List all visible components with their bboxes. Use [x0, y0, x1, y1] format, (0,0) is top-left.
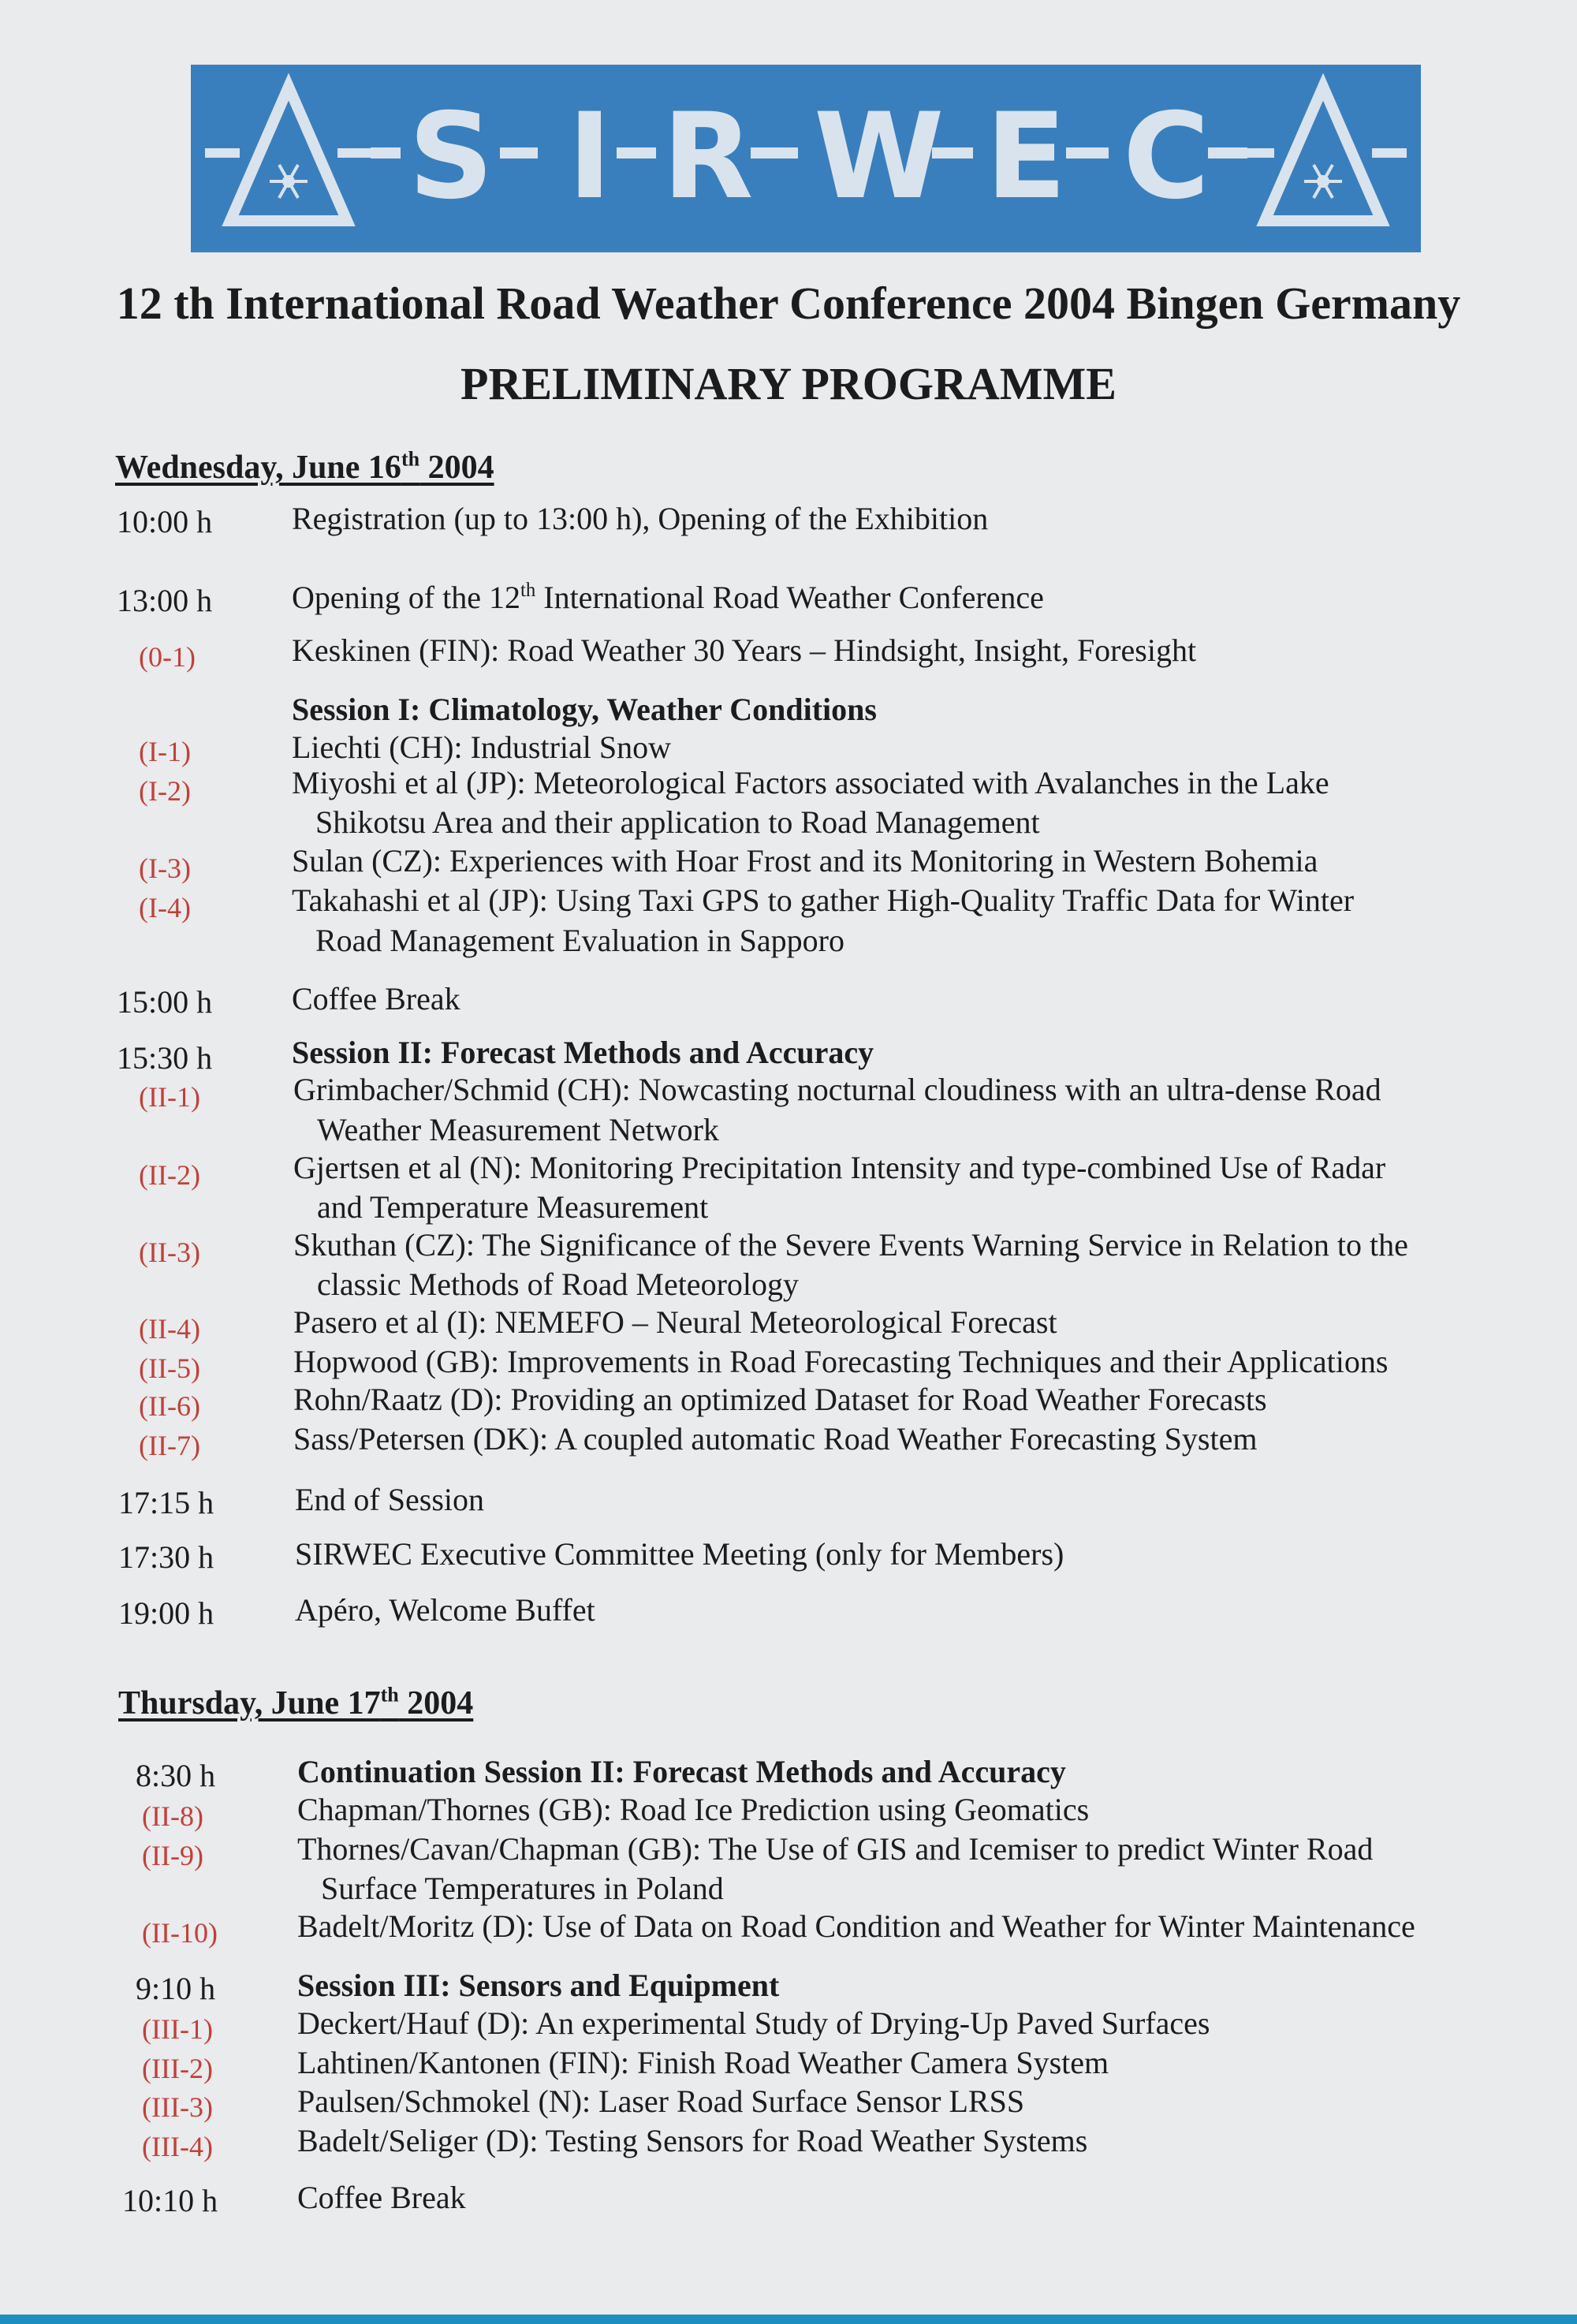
programme-title: PRELIMINARY PROGRAMME — [460, 358, 1117, 409]
time-label: 10:00 h — [117, 504, 213, 539]
snowflake-warning-triangle-icon — [1265, 87, 1381, 221]
talk-title: Gjertsen et al (N): Monitoring Precipitation Intensity and type-combined Use of Radar — [293, 1150, 1386, 1185]
programme-item: SIRWEC Executive Committee Meeting (only for Members) — [295, 1536, 1064, 1572]
talk-title: Lahtinen/Kantonen (FIN): Finish Road Weather Camera System — [297, 2045, 1109, 2080]
programme-item: End of Session — [295, 1482, 484, 1517]
talk-code: (II-1) — [139, 1081, 200, 1113]
talk-title: Badelt/Seliger (D): Testing Sensors for Road Weather Systems — [297, 2123, 1088, 2158]
session-title: Session III: Sensors and Equipment — [297, 1968, 780, 2003]
time-label: 19:00 h — [118, 1595, 214, 1631]
talk-title-continued: Surface Temperatures in Poland — [321, 1871, 724, 1906]
talk-title-continued: Shikotsu Area and their application to Road Management — [315, 804, 1040, 840]
talk-title-continued: Weather Measurement Network — [317, 1112, 719, 1147]
talk-code: (III-4) — [142, 2131, 213, 2162]
talk-title-continued: Road Management Evaluation in Sapporo — [315, 923, 844, 958]
talk-code: (I-4) — [139, 892, 191, 923]
talk-code: (II-10) — [142, 1917, 218, 1949]
sirwec-logo — [191, 65, 1421, 252]
conference-title: 12 th International Road Weather Conference 2004 Bingen Germany — [116, 278, 1461, 329]
programme-item: Coffee Break — [297, 2180, 466, 2215]
logo-letter: I — [568, 88, 612, 226]
talk-title: Pasero et al (I): NEMEFO – Neural Meteorological Forecast — [293, 1304, 1057, 1340]
programme-item: Apéro, Welcome Buffet — [295, 1592, 595, 1628]
talk-code: (III-3) — [142, 2091, 213, 2123]
day-heading-wednesday: Wednesday, June 16th 2004 — [115, 447, 494, 486]
day-heading-thursday: Thursday, June 17th 2004 — [118, 1683, 474, 1722]
session-title: Continuation Session II: Forecast Methods and Accuracy — [297, 1754, 1066, 1789]
time-label: 15:00 h — [117, 984, 213, 1020]
talk-title-continued: and Temperature Measurement — [317, 1189, 709, 1225]
talk-title: Badelt/Moritz (D): Use of Data on Road Condition and Weather for Winter Maintenance — [297, 1908, 1415, 1944]
talk-title: Takahashi et al (JP): Using Taxi GPS to gather High-Quality Traffic Data for Winter — [292, 882, 1355, 918]
talk-title: Skuthan (CZ): The Significance of the Severe Events Warning Service in Relation to the — [293, 1227, 1408, 1263]
logo-letter: W — [814, 88, 945, 226]
time-label: 13:00 h — [117, 583, 213, 618]
time-label: 10:10 h — [122, 2183, 218, 2218]
session-title: Session I: Climatology, Weather Conditions — [292, 692, 877, 727]
talk-code: (II-7) — [139, 1430, 200, 1461]
talk-title: Rohn/Raatz (D): Providing an optimized Dataset for Road Weather Forecasts — [293, 1382, 1267, 1417]
talk-code: (0-1) — [139, 641, 196, 673]
talk-title: Miyoshi et al (JP): Meteorological Factors associated with Avalanches in the Lake — [292, 765, 1329, 800]
session-title: Session II: Forecast Methods and Accuracy — [292, 1035, 874, 1070]
talk-title: Hopwood (GB): Improvements in Road Forecasting Techniques and their Applications — [293, 1344, 1389, 1379]
talk-code: (III-2) — [142, 2053, 213, 2084]
talk-title: Chapman/Thornes (GB): Road Ice Prediction using Geomatics — [297, 1792, 1090, 1827]
programme-item: Coffee Break — [292, 981, 460, 1017]
sirwec-logo-banner — [191, 65, 1421, 252]
snowflake-warning-triangle-icon — [230, 87, 347, 221]
talk-title: Deckert/Hauf (D): An experimental Study of Drying-Up Paved Surfaces — [297, 2005, 1210, 2041]
logo-letter: C — [1123, 88, 1210, 226]
logo-letter: S — [408, 88, 494, 226]
talk-code: (II-4) — [139, 1313, 200, 1345]
talk-code: (II-9) — [142, 1840, 203, 1871]
programme-item: Registration (up to 13:00 h), Opening of the Exhibition — [292, 501, 989, 536]
talk-code: (I-1) — [139, 736, 191, 767]
talk-title: Thornes/Cavan/Chapman (GB): The Use of GIS and Icemiser to predict Winter Road — [297, 1831, 1374, 1867]
talk-title: Grimbacher/Schmid (CH): Nowcasting nocturnal cloudiness with an ultra-dense Road — [293, 1072, 1381, 1107]
time-label: 15:30 h — [117, 1040, 213, 1076]
time-label: 8:30 h — [136, 1758, 216, 1793]
talk-title: Paulsen/Schmokel (N): Laser Road Surface Sensor LRSS — [297, 2083, 1025, 2119]
programme-item: Opening of the 12th International Road Weather Conference — [292, 580, 1044, 615]
talk-code: (II-8) — [142, 1800, 203, 1832]
talk-code: (II-5) — [139, 1352, 200, 1384]
talk-title: Sass/Petersen (DK): A coupled automatic Road Weather Forecasting System — [293, 1421, 1258, 1457]
logo-letter: E — [986, 88, 1067, 226]
talk-title: Sulan (CZ): Experiences with Hoar Frost and its Monitoring in Western Bohemia — [292, 843, 1318, 878]
talk-title-continued: classic Methods of Road Meteorology — [317, 1266, 799, 1302]
time-label: 9:10 h — [136, 1971, 216, 2006]
time-label: 17:30 h — [118, 1539, 214, 1575]
page-edge — [0, 2315, 1577, 2324]
logo-letter: R — [662, 88, 754, 226]
talk-code: (II-6) — [139, 1390, 200, 1422]
talk-title: Keskinen (FIN): Road Weather 30 Years – Hindsight, Insight, Foresight — [292, 632, 1197, 668]
talk-title: Liechti (CH): Industrial Snow — [292, 729, 672, 765]
talk-code: (I-2) — [139, 775, 191, 807]
talk-code: (I-3) — [139, 852, 191, 884]
talk-code: (II-3) — [139, 1237, 200, 1268]
talk-code: (II-2) — [139, 1159, 200, 1191]
talk-code: (III-1) — [142, 2013, 213, 2045]
time-label: 17:15 h — [118, 1485, 214, 1520]
